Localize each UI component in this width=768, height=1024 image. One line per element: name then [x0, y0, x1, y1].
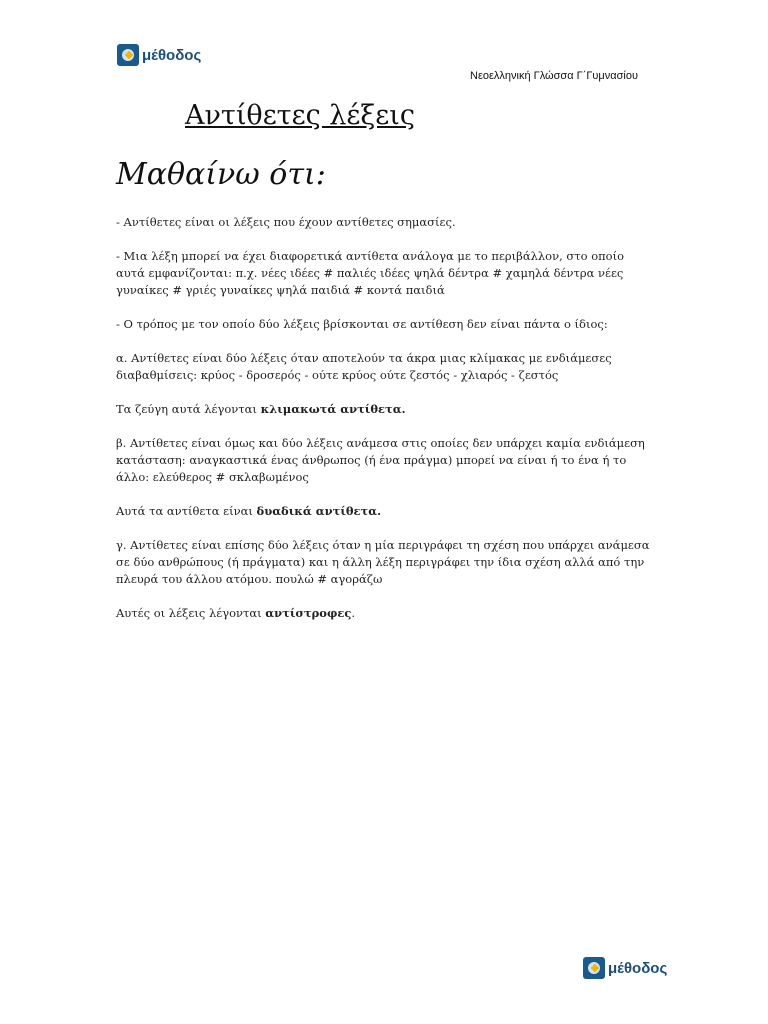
- logo-bottom: [583, 957, 667, 979]
- paragraph-binary: β. Αντίθετες είναι όμως και δύο λέξεις ανάμεσα στις οποίες δεν υπάρχει καμία ενδιάμεση κατάσταση: αναγκαστικά ένας άνθρωπος (ή ένα πράγμα) μπορεί να είναι ή το ένα ή το άλλο: ελεύθερος # σκλαβωμένος: [116, 436, 645, 484]
- paragraph-binary-name: [116, 503, 656, 520]
- logo-top: [117, 44, 201, 66]
- text: .: [351, 606, 356, 620]
- logo-text: μέθοδος: [142, 46, 202, 64]
- logo-icon: [583, 957, 605, 979]
- term-converse: αντίστροφες: [265, 606, 352, 620]
- section-heading: Μαθαίνω ότι:: [116, 157, 326, 192]
- paragraph-types-intro: - Ο τρόπος με τον οποίο δύο λέξεις βρίσκονται σε αντίθεση δεν είναι πάντα ο ίδιος:: [116, 317, 608, 331]
- paragraph-gradable-name: [116, 401, 656, 418]
- paragraph-gradable: α. Αντίθετες είναι δύο λέξεις όταν αποτελούν τα άκρα μιας κλίμακας με ενδιάμεσες διαβαθμίσεις: κρύος - δροσερός - ούτε κρύος ούτε ζεστός - χλιαρός - ζεστός: [116, 351, 612, 382]
- subject-header: Νεοελληνική Γλώσσα Γ΄Γυμνασίου: [470, 70, 638, 82]
- logo-text: μέθοδος: [608, 959, 668, 977]
- text: Αυτές οι λέξεις λέγονται: [116, 606, 266, 620]
- term-gradable: κλιμακωτά αντίθετα.: [260, 402, 406, 416]
- paragraph-converse: γ. Αντίθετες είναι επίσης δύο λέξεις όταν η μία περιγράφει τη σχέση που υπάρχει ανάμεσα σε δύο ανθρώπους (ή πράγματα) και η άλλη λέξη περιγράφει την ίδια σχέση αλλά από την πλευρά του άλλου ατόμου. πουλώ # αγοράζω: [116, 538, 650, 586]
- paragraph-definition: - Αντίθετες είναι οι λέξεις που έχουν αντίθετες σημασίες.: [116, 215, 456, 229]
- logo-icon: [117, 44, 139, 66]
- text: Αυτά τα αντίθετα είναι: [116, 504, 257, 518]
- paragraph-context: - Μια λέξη μπορεί να έχει διαφορετικά αντίθετα ανάλογα με το περιβάλλον, στο οποίο αυτά εμφανίζονται: π.χ. νέες ιδέες # παλιές ιδέες ψηλά δέντρα # χαμηλά δέντρα νέες γυναίκες # γριές γυναίκες ψηλά παιδιά # κοντά παιδιά: [116, 249, 625, 297]
- document-body: [116, 214, 656, 639]
- term-binary: δυαδικά αντίθετα.: [256, 504, 382, 518]
- text: Τα ζεύγη αυτά λέγονται: [116, 402, 261, 416]
- page-title: Αντίθετες λέξεις: [185, 100, 415, 131]
- paragraph-converse-name: [116, 605, 656, 622]
